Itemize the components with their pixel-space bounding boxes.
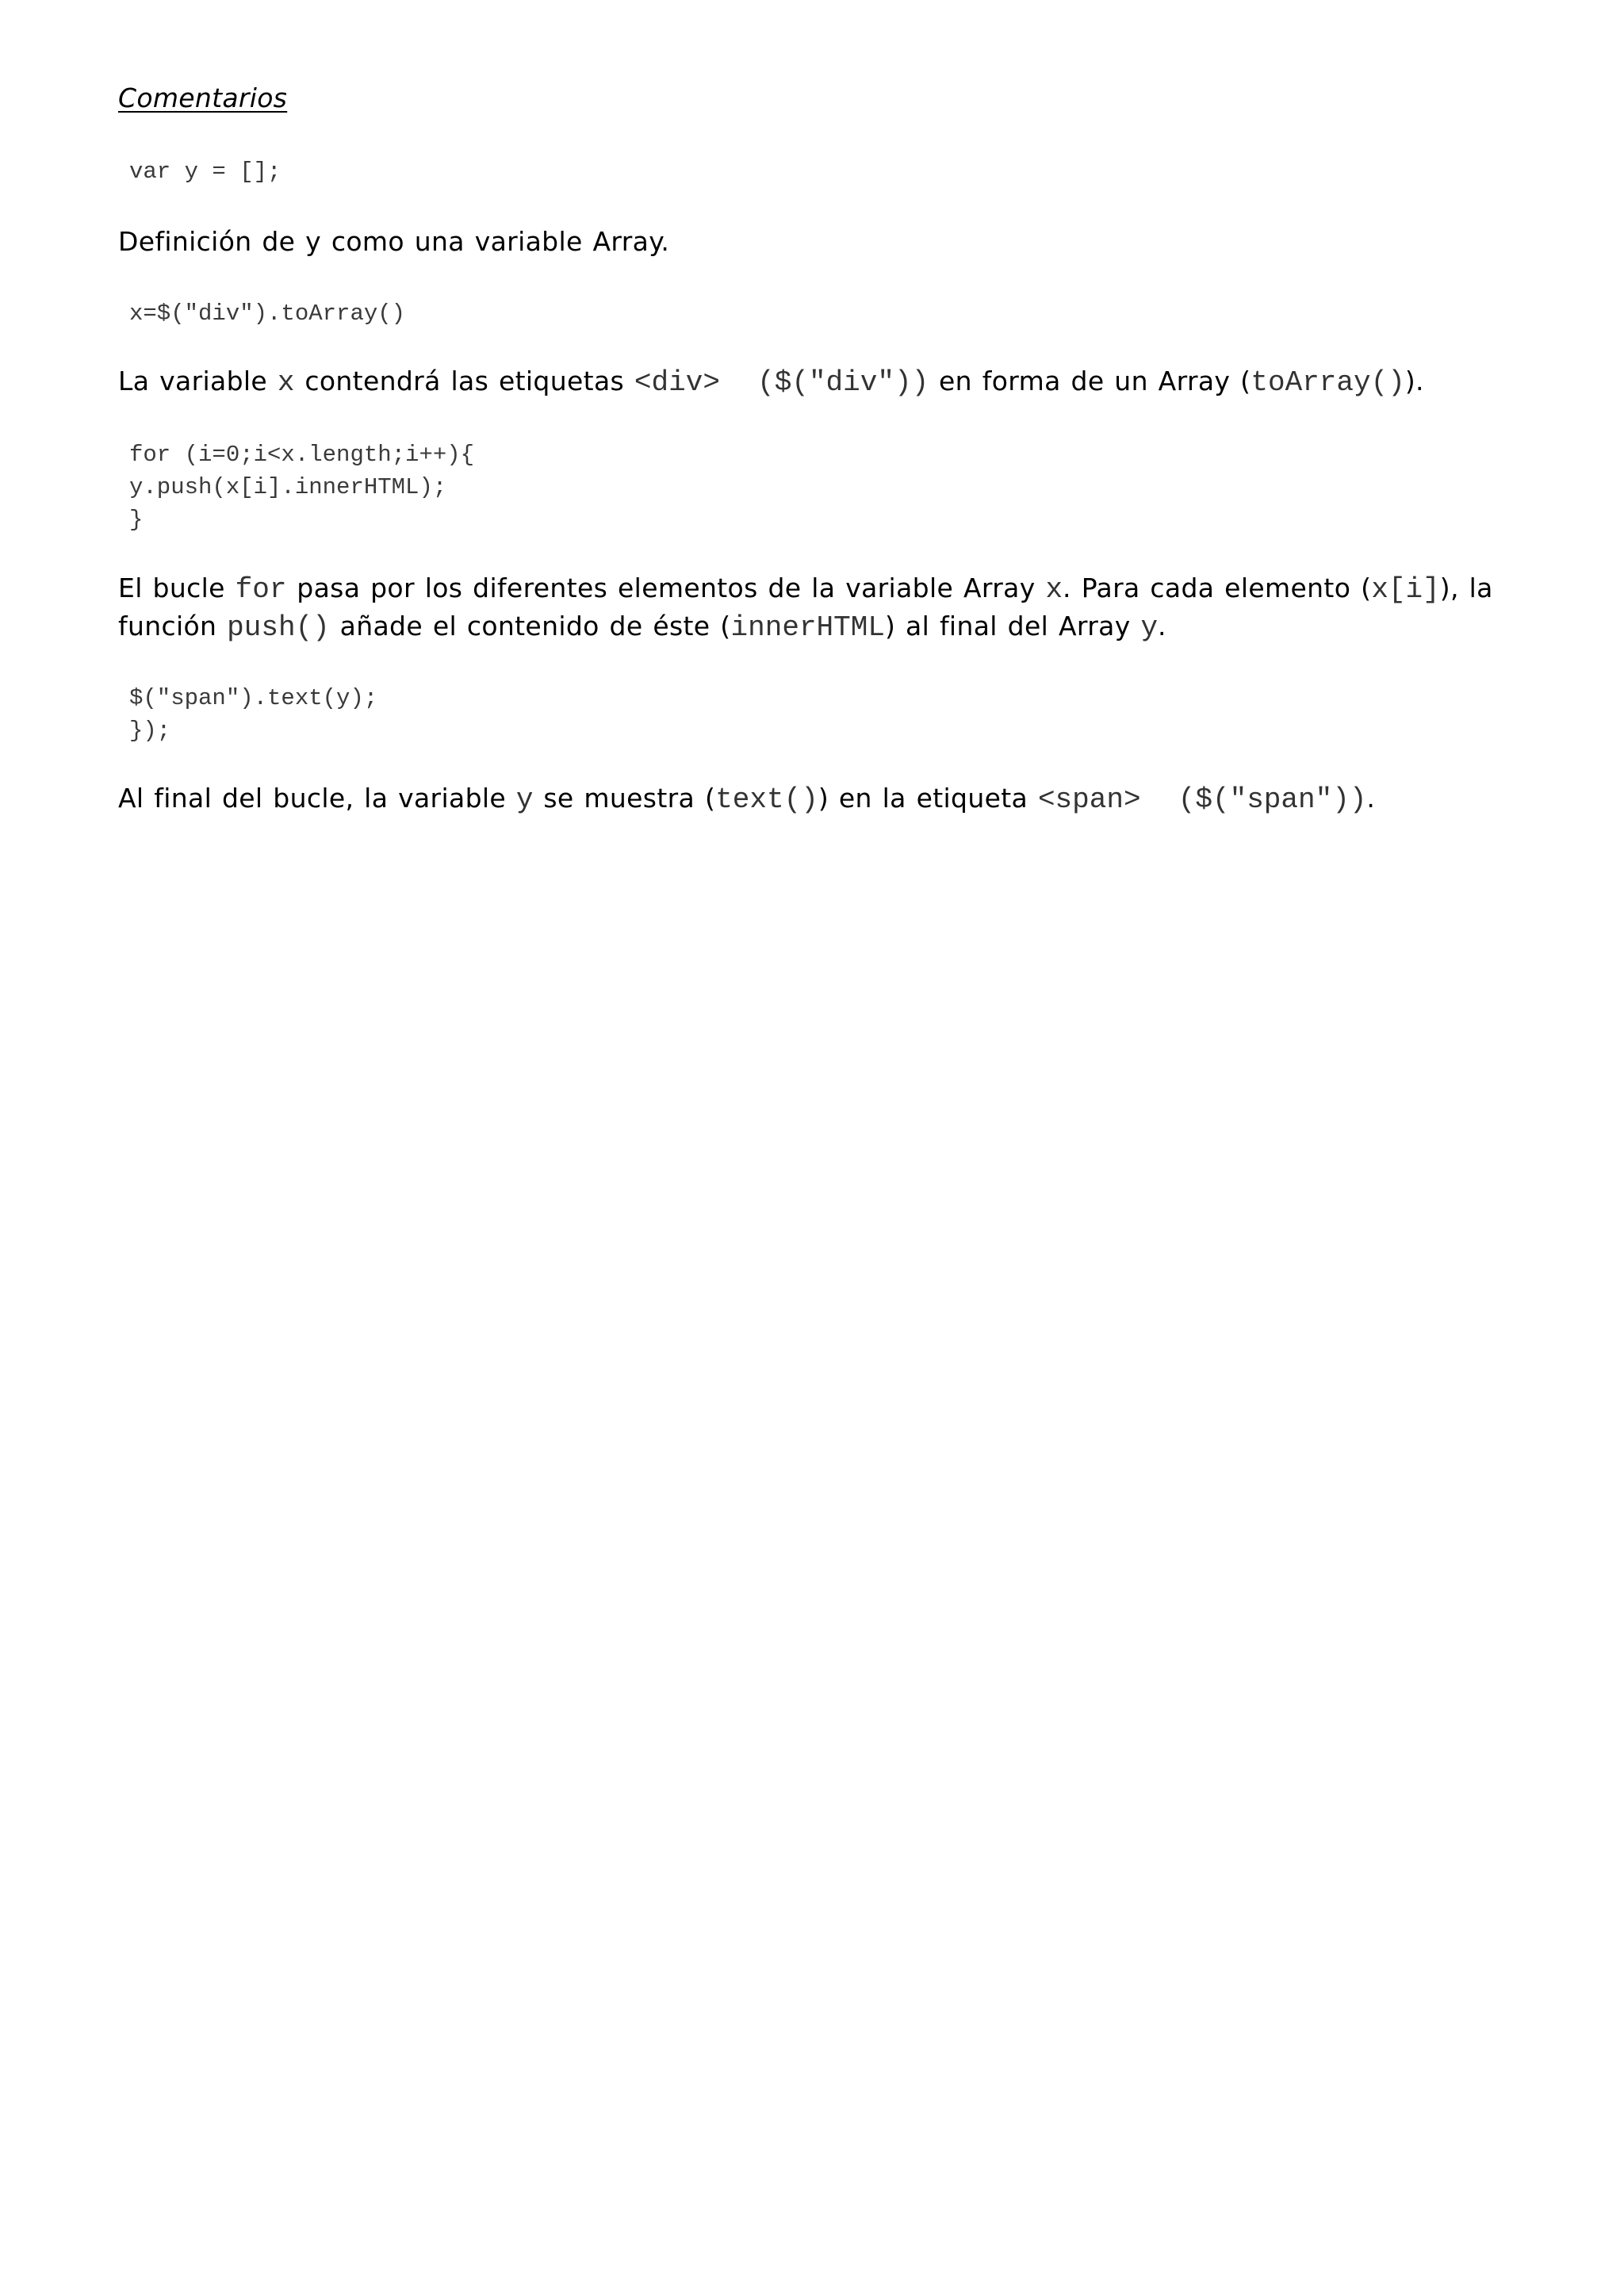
code-inline-y: y <box>515 783 534 816</box>
code-inline-x-i: x[i] <box>1371 573 1440 606</box>
code-inline-x: x <box>277 366 295 399</box>
para2-text: La variable <box>118 366 278 396</box>
code-snippet-for-loop <box>129 439 474 536</box>
code-inline-y: y <box>1140 611 1159 644</box>
paragraph-final-output <box>118 780 1545 818</box>
paragraph-line <box>118 570 1545 608</box>
code-line: } <box>129 507 144 533</box>
code-snippet-span-text <box>129 682 377 747</box>
para4-text: . <box>1366 783 1376 814</box>
para3-text: El bucle <box>118 573 236 603</box>
para4-text: se muestra ( <box>533 783 716 814</box>
para3-text: . Para cada elemento ( <box>1063 573 1372 603</box>
para4-text: ) en la etiqueta <box>818 783 1038 814</box>
code-line: y.push(x[i].innerHTML); <box>129 474 447 500</box>
para3-text: ), la <box>1439 573 1493 603</box>
para3-text: pasa por los diferentes elementos de la variable Array <box>286 573 1046 603</box>
para3-text: función <box>118 611 228 641</box>
code-inline-toarray: toArray() <box>1251 366 1405 399</box>
paragraph-variable-x <box>118 363 1545 401</box>
code-snippet-toarray: x=$("div").toArray() <box>129 301 406 327</box>
para3-text: . <box>1158 611 1166 641</box>
code-line: $("span").text(y); <box>129 685 378 711</box>
code-snippet-var-y: var y = []; <box>129 159 282 185</box>
code-inline-innerhtml: innerHTML <box>730 611 885 644</box>
code-inline-x: x <box>1045 573 1063 606</box>
code-inline-span-selector: <span> ($("span")) <box>1037 783 1367 816</box>
code-line: }); <box>129 718 171 744</box>
code-inline-div-selector: <div> ($("div")) <box>634 366 929 399</box>
paragraph-line <box>118 608 1545 646</box>
para3-text: ) al final del Array <box>884 611 1141 641</box>
para2-text: en forma de un Array ( <box>929 366 1251 396</box>
para2-text: ). <box>1404 366 1424 396</box>
section-heading: Comentarios <box>118 82 288 113</box>
paragraph-definition-y: Definición de y como una variable Array. <box>118 226 670 257</box>
para4-text: Al final del bucle, la variable <box>118 783 516 814</box>
para2-text: contendrá las etiquetas <box>294 366 634 396</box>
code-inline-push: push() <box>227 611 330 644</box>
code-inline-text: text() <box>715 783 818 816</box>
para3-text: añade el contenido de éste ( <box>329 611 731 641</box>
code-inline-for: for <box>235 573 287 606</box>
paragraph-for-loop <box>118 570 1545 646</box>
code-line: for (i=0;i<x.length;i++){ <box>129 442 475 468</box>
